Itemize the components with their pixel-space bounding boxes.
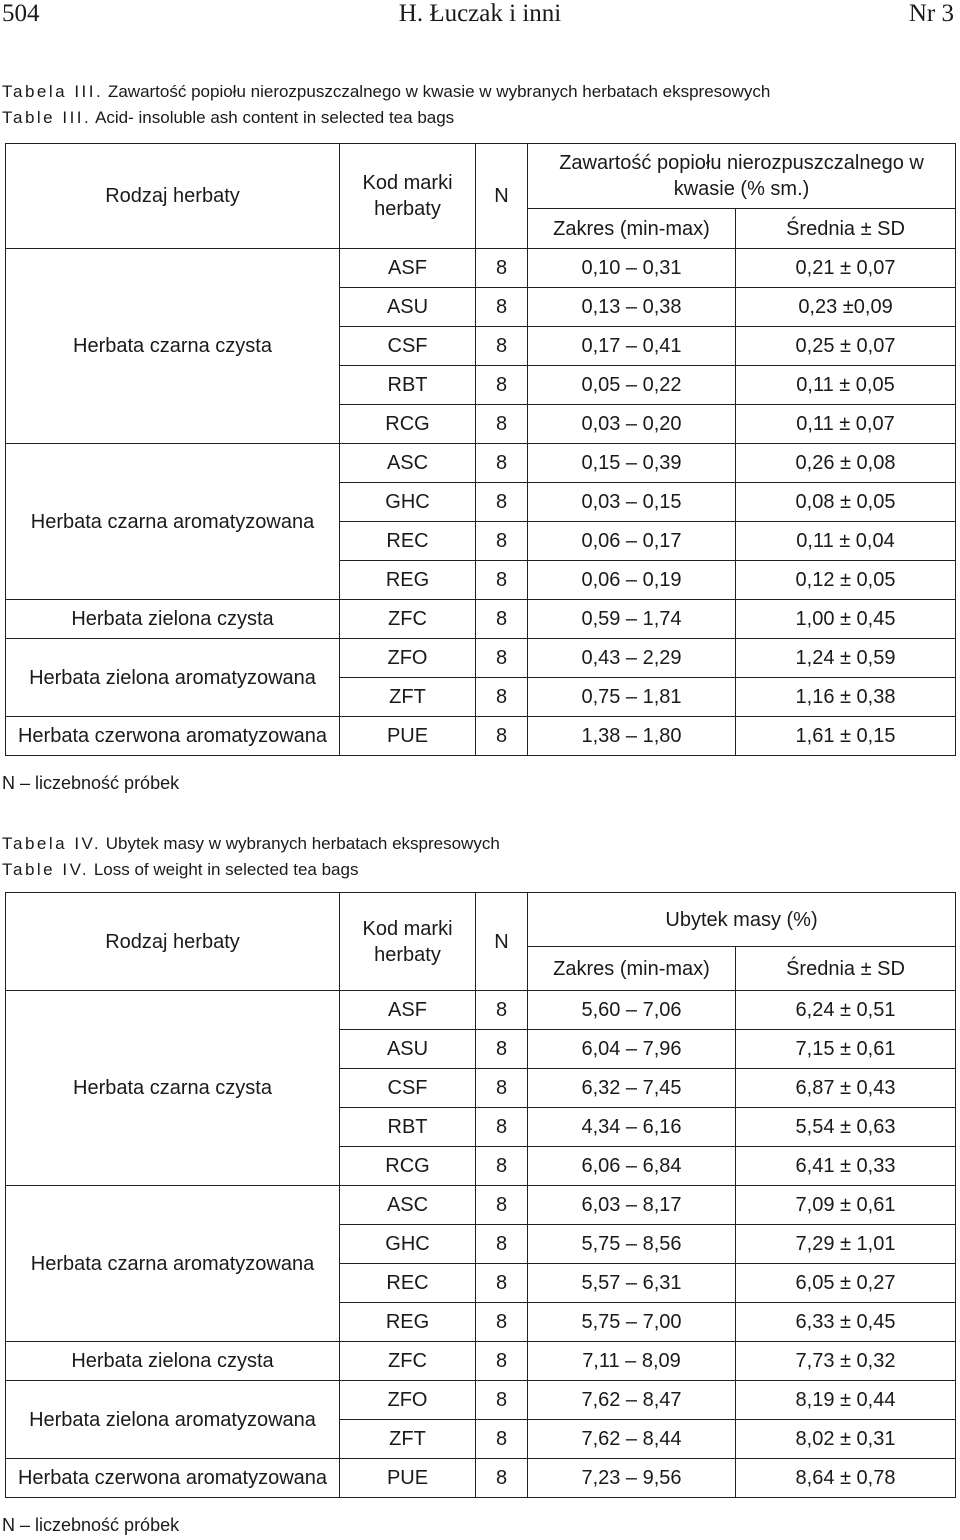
sample-count-cell: 8 <box>476 249 528 288</box>
range-cell: 4,34 – 6,16 <box>528 1108 736 1147</box>
table3-caption-pl <box>2 79 770 105</box>
mean-sd-cell: 0,23 ±0,09 <box>736 288 956 327</box>
header-mean: Średnia ± SD <box>736 947 956 991</box>
mean-sd-cell: 0,11 ± 0,04 <box>736 522 956 561</box>
range-cell: 0,43 – 2,29 <box>528 639 736 678</box>
brand-code-cell: ASF <box>340 991 476 1030</box>
table4-caption-en <box>2 857 358 883</box>
brand-code-cell: ZFC <box>340 1342 476 1381</box>
mean-sd-cell: 0,25 ± 0,07 <box>736 327 956 366</box>
table3-caption-en-text: Acid- insoluble ash content in selected tea bags <box>95 108 455 127</box>
tea-type-cell: Herbata czerwona aromatyzowana <box>6 1459 340 1498</box>
mean-sd-cell: 0,12 ± 0,05 <box>736 561 956 600</box>
range-cell: 7,23 – 9,56 <box>528 1459 736 1498</box>
range-cell: 0,17 – 0,41 <box>528 327 736 366</box>
table3-caption-pl-text: Zawartość popiołu nierozpuszczalnego w kwasie w wybranych herbatach ekspresowych <box>107 82 771 101</box>
brand-code-cell: REG <box>340 1303 476 1342</box>
mean-sd-cell: 8,19 ± 0,44 <box>736 1381 956 1420</box>
tea-type-cell: Herbata czerwona aromatyzowana <box>6 717 340 756</box>
sample-count-cell: 8 <box>476 1030 528 1069</box>
range-cell: 0,03 – 0,20 <box>528 405 736 444</box>
brand-code-cell: ASU <box>340 1030 476 1069</box>
range-cell: 6,03 – 8,17 <box>528 1186 736 1225</box>
tea-type-cell: Herbata czarna aromatyzowana <box>6 444 340 600</box>
table4-footnote: N – liczebność próbek <box>2 1515 180 1535</box>
brand-code-cell: REG <box>340 561 476 600</box>
table3-footnote: N – liczebność próbek <box>2 773 180 793</box>
sample-count-cell: 8 <box>476 639 528 678</box>
brand-code-cell: GHC <box>340 483 476 522</box>
running-title: H. Łuczak i inni <box>398 0 562 27</box>
range-cell: 0,75 – 1,81 <box>528 678 736 717</box>
header-range: Zakres (min-max) <box>528 947 736 991</box>
sample-count-cell: 8 <box>476 1381 528 1420</box>
table-row <box>6 991 956 1030</box>
sample-count-cell: 8 <box>476 288 528 327</box>
brand-code-cell: ZFO <box>340 639 476 678</box>
range-cell: 0,05 – 0,22 <box>528 366 736 405</box>
brand-code-cell: ASC <box>340 1186 476 1225</box>
tea-type-cell: Herbata zielona czysta <box>6 1342 340 1381</box>
range-cell: 7,11 – 8,09 <box>528 1342 736 1381</box>
brand-code-cell: ASU <box>340 288 476 327</box>
header-range: Zakres (min-max) <box>528 209 736 249</box>
sample-count-cell: 8 <box>476 522 528 561</box>
table3-caption-en-label: Table III. <box>2 108 92 127</box>
range-cell: 5,75 – 7,00 <box>528 1303 736 1342</box>
sample-count-cell: 8 <box>476 1108 528 1147</box>
header-type: Rodzaj herbaty <box>6 893 340 991</box>
mean-sd-cell: 5,54 ± 0,63 <box>736 1108 956 1147</box>
tea-type-cell: Herbata czarna czysta <box>6 249 340 444</box>
brand-code-cell: CSF <box>340 327 476 366</box>
mean-sd-cell: 6,33 ± 0,45 <box>736 1303 956 1342</box>
range-cell: 0,10 – 0,31 <box>528 249 736 288</box>
table4-caption-pl <box>2 831 500 857</box>
mean-sd-cell: 1,16 ± 0,38 <box>736 678 956 717</box>
table-row <box>6 444 956 483</box>
range-cell: 0,15 – 0,39 <box>528 444 736 483</box>
table3-caption-en <box>2 105 454 131</box>
sample-count-cell: 8 <box>476 327 528 366</box>
sample-count-cell: 8 <box>476 1225 528 1264</box>
header-code: Kod marki herbaty <box>340 144 476 249</box>
sample-count-cell: 8 <box>476 717 528 756</box>
mean-sd-cell: 7,09 ± 0,61 <box>736 1186 956 1225</box>
table-row <box>6 639 956 678</box>
mean-sd-cell: 1,00 ± 0,45 <box>736 600 956 639</box>
brand-code-cell: RBT <box>340 1108 476 1147</box>
range-cell: 0,59 – 1,74 <box>528 600 736 639</box>
range-cell: 5,57 – 6,31 <box>528 1264 736 1303</box>
mean-sd-cell: 7,73 ± 0,32 <box>736 1342 956 1381</box>
table3-caption-pl-label: Tabela III. <box>2 82 104 101</box>
brand-code-cell: GHC <box>340 1225 476 1264</box>
sample-count-cell: 8 <box>476 678 528 717</box>
mean-sd-cell: 6,24 ± 0,51 <box>736 991 956 1030</box>
header-type: Rodzaj herbaty <box>6 144 340 249</box>
tea-type-cell: Herbata zielona aromatyzowana <box>6 1381 340 1459</box>
range-cell: 6,32 – 7,45 <box>528 1069 736 1108</box>
brand-code-cell: PUE <box>340 1459 476 1498</box>
table3 <box>5 143 956 756</box>
tea-type-cell: Herbata czarna aromatyzowana <box>6 1186 340 1342</box>
brand-code-cell: ZFC <box>340 600 476 639</box>
range-cell: 7,62 – 8,47 <box>528 1381 736 1420</box>
mean-sd-cell: 0,21 ± 0,07 <box>736 249 956 288</box>
brand-code-cell: RCG <box>340 405 476 444</box>
brand-code-cell: REC <box>340 1264 476 1303</box>
table4-caption-pl-label: Tabela IV. <box>2 834 102 853</box>
range-cell: 0,06 – 0,19 <box>528 561 736 600</box>
mean-sd-cell: 1,61 ± 0,15 <box>736 717 956 756</box>
header-n: N <box>476 893 528 991</box>
mean-sd-cell: 1,24 ± 0,59 <box>736 639 956 678</box>
brand-code-cell: ASC <box>340 444 476 483</box>
brand-code-cell: ASF <box>340 249 476 288</box>
sample-count-cell: 8 <box>476 991 528 1030</box>
sample-count-cell: 8 <box>476 1069 528 1108</box>
page-number: 504 <box>2 0 40 27</box>
sample-count-cell: 8 <box>476 1264 528 1303</box>
header-mean: Średnia ± SD <box>736 209 956 249</box>
sample-count-cell: 8 <box>476 1420 528 1459</box>
brand-code-cell: REC <box>340 522 476 561</box>
header-n: N <box>476 144 528 249</box>
range-cell: 1,38 – 1,80 <box>528 717 736 756</box>
table4-caption-pl-text: Ubytek masy w wybranych herbatach ekspresowych <box>105 834 500 853</box>
sample-count-cell: 8 <box>476 366 528 405</box>
table-row <box>6 717 956 756</box>
range-cell: 5,60 – 7,06 <box>528 991 736 1030</box>
table-row <box>6 600 956 639</box>
table4-caption-en-label: Table IV. <box>2 860 90 879</box>
table-row <box>6 1459 956 1498</box>
range-cell: 6,04 – 7,96 <box>528 1030 736 1069</box>
sample-count-cell: 8 <box>476 1342 528 1381</box>
tea-type-cell: Herbata zielona aromatyzowana <box>6 639 340 717</box>
brand-code-cell: RBT <box>340 366 476 405</box>
sample-count-cell: 8 <box>476 1147 528 1186</box>
table-row <box>6 249 956 288</box>
mean-sd-cell: 8,02 ± 0,31 <box>736 1420 956 1459</box>
mean-sd-cell: 0,26 ± 0,08 <box>736 444 956 483</box>
issue-number: Nr 3 <box>908 0 954 27</box>
mean-sd-cell: 6,05 ± 0,27 <box>736 1264 956 1303</box>
header-code: Kod marki herbaty <box>340 893 476 991</box>
sample-count-cell: 8 <box>476 405 528 444</box>
mean-sd-cell: 6,87 ± 0,43 <box>736 1069 956 1108</box>
running-head <box>0 0 960 34</box>
tea-type-cell: Herbata czarna czysta <box>6 991 340 1186</box>
mean-sd-cell: 7,29 ± 1,01 <box>736 1225 956 1264</box>
mean-sd-cell: 6,41 ± 0,33 <box>736 1147 956 1186</box>
sample-count-cell: 8 <box>476 483 528 522</box>
sample-count-cell: 8 <box>476 444 528 483</box>
brand-code-cell: ZFT <box>340 1420 476 1459</box>
table-row <box>6 1342 956 1381</box>
table4-caption-en-text: Loss of weight in selected tea bags <box>93 860 359 879</box>
header-measure: Zawartość popiołu nierozpuszczalnego w kwasie (% sm.) <box>528 144 956 209</box>
brand-code-cell: RCG <box>340 1147 476 1186</box>
range-cell: 0,06 – 0,17 <box>528 522 736 561</box>
sample-count-cell: 8 <box>476 1186 528 1225</box>
range-cell: 7,62 – 8,44 <box>528 1420 736 1459</box>
range-cell: 6,06 – 6,84 <box>528 1147 736 1186</box>
range-cell: 0,03 – 0,15 <box>528 483 736 522</box>
brand-code-cell: ZFT <box>340 678 476 717</box>
table-row <box>6 1381 956 1420</box>
range-cell: 5,75 – 8,56 <box>528 1225 736 1264</box>
mean-sd-cell: 7,15 ± 0,61 <box>736 1030 956 1069</box>
mean-sd-cell: 0,11 ± 0,07 <box>736 405 956 444</box>
range-cell: 0,13 – 0,38 <box>528 288 736 327</box>
sample-count-cell: 8 <box>476 600 528 639</box>
mean-sd-cell: 8,64 ± 0,78 <box>736 1459 956 1498</box>
brand-code-cell: PUE <box>340 717 476 756</box>
sample-count-cell: 8 <box>476 561 528 600</box>
sample-count-cell: 8 <box>476 1303 528 1342</box>
header-measure: Ubytek masy (%) <box>528 893 956 947</box>
mean-sd-cell: 0,11 ± 0,05 <box>736 366 956 405</box>
sample-count-cell: 8 <box>476 1459 528 1498</box>
brand-code-cell: ZFO <box>340 1381 476 1420</box>
table4 <box>5 892 956 1498</box>
brand-code-cell: CSF <box>340 1069 476 1108</box>
tea-type-cell: Herbata zielona czysta <box>6 600 340 639</box>
table-row <box>6 1186 956 1225</box>
mean-sd-cell: 0,08 ± 0,05 <box>736 483 956 522</box>
